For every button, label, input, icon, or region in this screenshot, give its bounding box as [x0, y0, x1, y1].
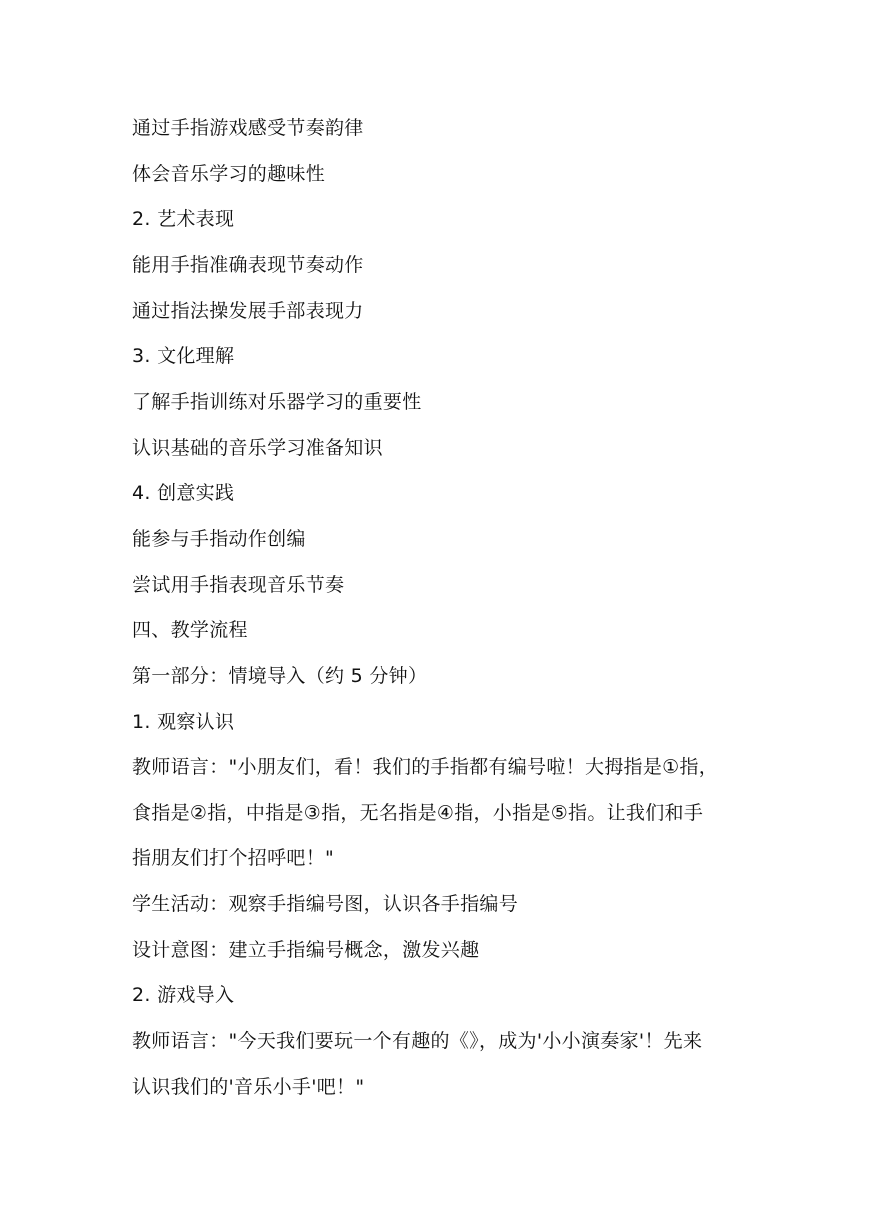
goal-line-basic-knowledge: 认识基础的音乐学习准备知识: [132, 437, 383, 459]
teacher-speech-line-3: 指朋友们打个招呼吧！": [132, 847, 335, 869]
teacher-game-speech-line-1: 教师语言："今天我们要玩一个有趣的《》，成为'小小演奏家'！先来: [132, 1030, 703, 1052]
step-heading-observe: 1. 观察认识: [132, 711, 235, 733]
section-heading-teaching-process: 四、教学流程: [132, 619, 248, 641]
goal-line-finger-training: 了解手指训练对乐器学习的重要性: [132, 391, 422, 413]
teacher-game-speech-line-2: 认识我们的'音乐小手'吧！": [132, 1076, 365, 1098]
teacher-speech-line-2: 食指是②指，中指是③指，无名指是④指，小指是⑤指。让我们和手: [132, 802, 704, 824]
section-heading-culture: 3. 文化理解: [132, 345, 235, 367]
step-heading-game: 2. 游戏导入: [132, 984, 235, 1006]
goal-line-create-actions: 能参与手指动作创编: [132, 528, 306, 550]
goal-line-rhythm: 通过手指游戏感受节奏韵律: [132, 117, 364, 139]
goal-line-express-rhythm: 尝试用手指表现音乐节奏: [132, 574, 345, 596]
section-heading-art-expression: 2. 艺术表现: [132, 208, 235, 230]
goal-line-accurate-rhythm: 能用手指准确表现节奏动作: [132, 254, 364, 276]
student-activity-line: 学生活动：观察手指编号图，认识各手指编号: [132, 893, 519, 915]
design-intent-line: 设计意图：建立手指编号概念，激发兴趣: [132, 939, 480, 961]
teacher-speech-line-1: 教师语言："小朋友们，看！我们的手指都有编号啦！大拇指是①指，: [132, 756, 719, 778]
section-heading-creative-practice: 4. 创意实践: [132, 482, 235, 504]
goal-line-fun: 体会音乐学习的趣味性: [132, 163, 326, 185]
part-heading-introduction: 第一部分：情境导入（约 5 分钟）: [132, 665, 428, 687]
goal-line-hand-expression: 通过指法操发展手部表现力: [132, 300, 364, 322]
